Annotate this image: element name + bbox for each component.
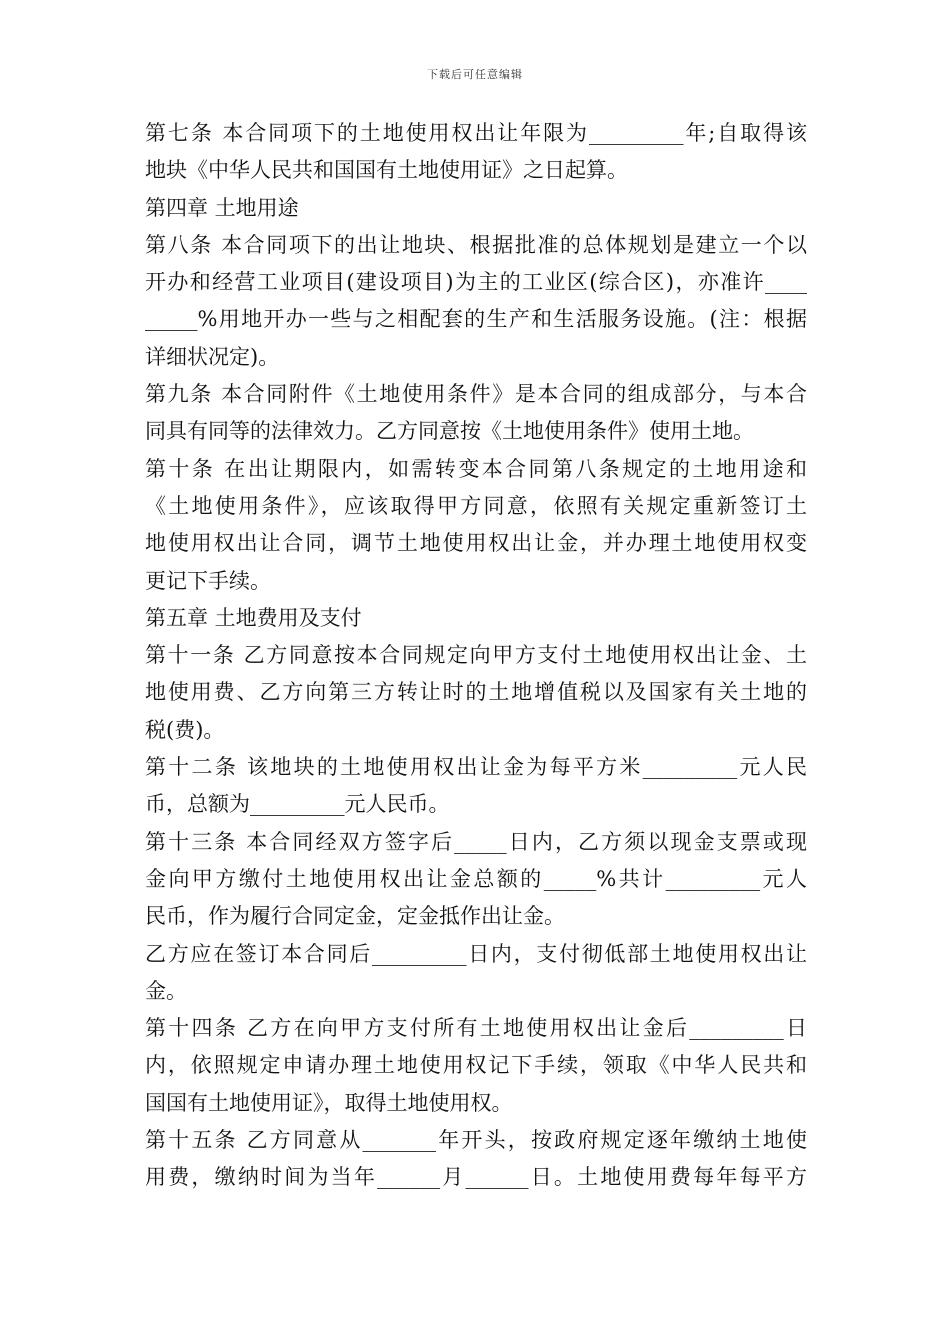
text-line: 地使用费、乙方向第三方转让时的土地增值税以及国家有关土地的 (145, 680, 807, 705)
text-line: 金向甲方缴付土地使用权出让金总额的_____%共计_________元人 (145, 866, 807, 891)
text-line: 第九条 本合同附件《土地使用条件》是本合同的组成部分，与本合 (145, 382, 807, 407)
text-line: 第十一条 乙方同意按本合同规定向甲方支付土地使用权出让金、土 (145, 643, 807, 668)
text-line: 币，总额为_________元人民币。 (145, 792, 450, 817)
text-line: 用费，缴纳时间为当年______月______日。土地使用费每年每平方 (145, 1165, 807, 1190)
text-line: 民币，作为履行合同定金，定金抵作出让金。 (145, 904, 565, 929)
text-line: 第七条 本合同项下的土地使用权出让年限为_________年;自取得该 (145, 121, 807, 145)
text-line: 第十条 在出让期限内，如需转变本合同第八条规定的土地用途和 (145, 456, 807, 481)
text-line: 地使用权出让合同，调节土地使用权出让金，并办理土地使用权变 (145, 531, 807, 556)
text-line: 详细状况定)。 (145, 344, 280, 369)
text-line: 第四章 土地用途 (145, 195, 299, 220)
text-line: 同具有同等的法律效力。乙方同意按《土地使用条件》使用土地。 (145, 419, 754, 444)
page-header: 下载后可任意编辑 (427, 68, 523, 81)
text-line: 内，依照规定申请办理土地使用权记下手续，领取《中华人民共和 (145, 1053, 807, 1078)
text-line: 第十五条 乙方同意从_______年开头，按政府规定逐年缴纳土地使 (145, 1128, 807, 1153)
text-line: 第八条 本合同项下的出让地块、根据批准的总体规划是建立一个以 (145, 232, 807, 257)
text-line: _____%用地开办一些与之相配套的生产和生活服务设施。(注：根据 (145, 307, 807, 332)
text-line: 第十四条 乙方在向甲方支付所有土地使用权出让金后_________日 (145, 1016, 807, 1041)
text-line: 更记下手续。 (145, 568, 271, 593)
text-line: 地块《中华人民共和国国有土地使用证》之日起算。 (145, 158, 628, 183)
text-line: 《土地使用条件》，应该取得甲方同意，依照有关规定重新签订土 (145, 493, 807, 518)
text-line: 国国有土地使用证》，取得土地使用权。 (145, 1090, 513, 1115)
text-line: 乙方应在签订本合同后_________日内，支付彻低部土地使用权出让 (145, 941, 807, 966)
text-line: 第五章 土地费用及支付 (145, 605, 362, 630)
text-line: 金。 (145, 978, 187, 1003)
text-line: 第十三条 本合同经双方签字后_____日内，乙方须以现金支票或现 (145, 829, 807, 854)
text-line: 开办和经营工业项目(建设项目)为主的工业区(综合区)，亦准许____ (145, 270, 807, 295)
text-line: 税(费)。 (145, 717, 225, 742)
document-body (145, 115, 807, 1197)
text-line: 第十二条 该地块的土地使用权出让金为每平方米_________元人民 (145, 755, 807, 780)
